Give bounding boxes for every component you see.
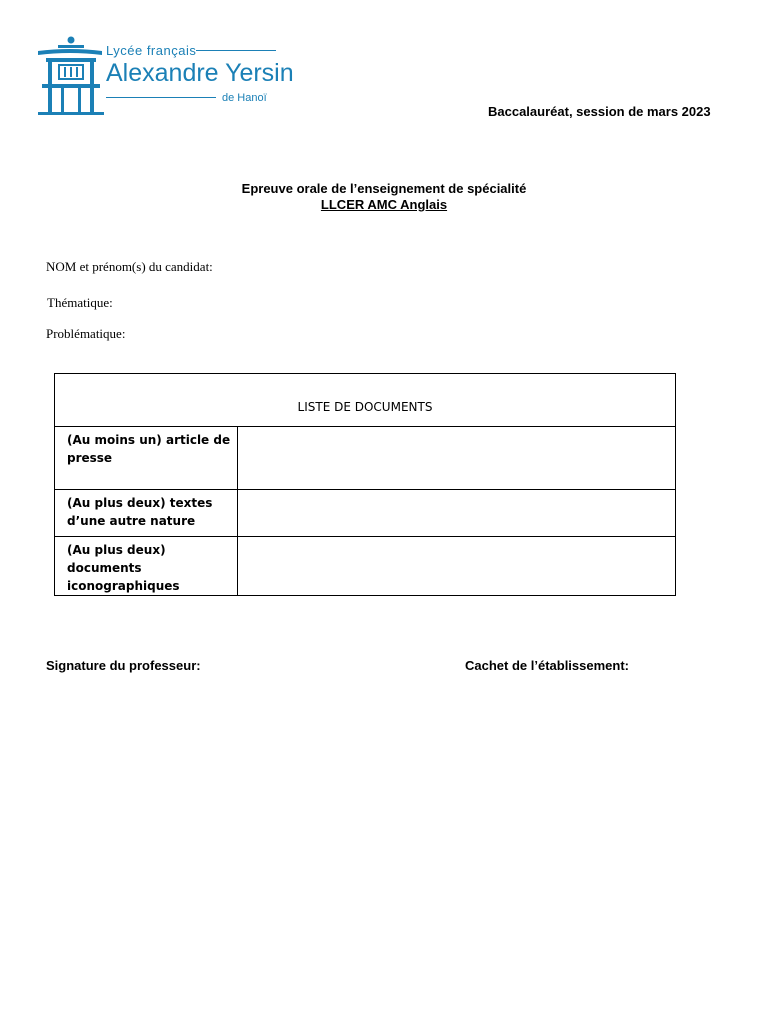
problem-label: Problématique: xyxy=(46,326,126,341)
title-line-2: LLCER AMC Anglais xyxy=(320,197,448,212)
row-label-iconographic-docs: (Au plus deux) documents iconographiques xyxy=(55,537,238,596)
school-stamp-label: Cachet de l’établissement: xyxy=(465,658,629,673)
table-row xyxy=(55,490,676,537)
logo-rule-top xyxy=(196,50,276,51)
row-value-other-texts[interactable] xyxy=(238,490,676,537)
row-value-press-article[interactable] xyxy=(238,427,676,490)
logo-rule-bottom xyxy=(106,97,216,98)
row-label-press-article: (Au moins un) article de presse xyxy=(55,427,238,490)
document-title xyxy=(0,181,768,213)
row-value-iconographic-docs[interactable] xyxy=(238,537,676,596)
logo-line-3: de Hanoï xyxy=(222,92,267,104)
table-row xyxy=(55,537,676,596)
table-row xyxy=(55,427,676,490)
row-label-other-texts: (Au plus deux) textes d’une autre nature xyxy=(55,490,238,537)
candidate-name-label: NOM et prénom(s) du candidat: xyxy=(46,259,213,274)
title-line-1: Epreuve orale de l’enseignement de spécialité xyxy=(241,181,527,196)
session-info: Baccalauréat, session de mars 2023 xyxy=(488,104,711,119)
documents-table xyxy=(54,373,676,596)
logo-line-1: Lycée français xyxy=(106,43,197,58)
documents-table-heading: LISTE DE DOCUMENTS xyxy=(55,374,676,427)
logo-line-2: Alexandre Yersin xyxy=(106,59,294,87)
theme-label: Thématique: xyxy=(47,295,113,310)
pagoda-gate-logo-icon xyxy=(34,34,106,116)
teacher-signature-label: Signature du professeur: xyxy=(46,658,201,673)
school-logo xyxy=(34,34,294,116)
